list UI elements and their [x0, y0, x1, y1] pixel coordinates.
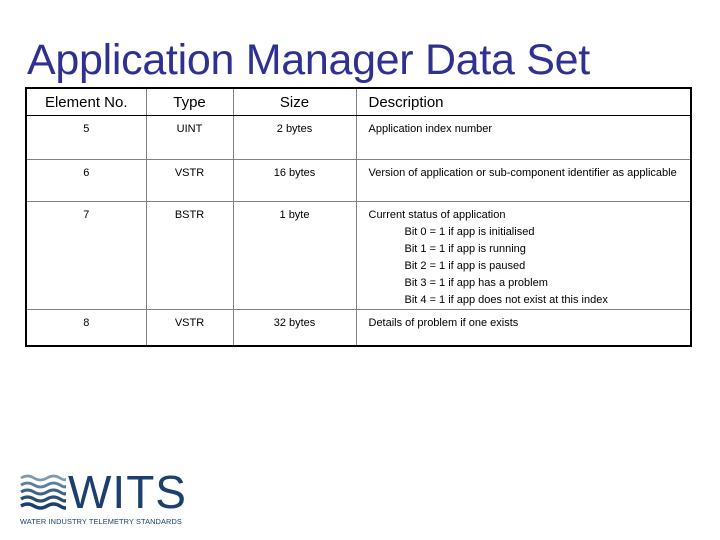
header-size: Size — [233, 88, 356, 115]
cell-type: VSTR — [146, 309, 233, 346]
status-bit-line: Bit 1 = 1 if app is running — [404, 242, 526, 255]
status-bit-line: Bit 3 = 1 if app has a problem — [404, 276, 548, 289]
cell-element-no: 5 — [26, 115, 146, 159]
table-row — [26, 159, 691, 201]
table-row — [26, 115, 691, 159]
logo-wordmark: WITS — [68, 466, 187, 518]
cell-description: Details of problem if one exists — [356, 309, 691, 346]
cell-type: UINT — [146, 115, 233, 159]
logo-tagline: WATER INDUSTRY TELEMETRY STANDARDS — [20, 517, 182, 526]
table-header-row — [26, 88, 691, 115]
table-row — [26, 201, 691, 309]
table-row — [26, 309, 691, 346]
cell-type: BSTR — [146, 201, 233, 309]
slide-title: Application Manager Data Set — [27, 36, 590, 84]
cell-element-no: 6 — [26, 159, 146, 201]
cell-element-no: 7 — [26, 201, 146, 309]
cell-size: 2 bytes — [233, 115, 356, 159]
header-description: Description — [356, 88, 691, 115]
status-bit-line: Bit 2 = 1 if app is paused — [404, 259, 526, 272]
cell-description: Version of application or sub-component identifier as applicable — [356, 159, 691, 201]
status-description: Current status of application — [368, 208, 506, 221]
cell-size: 16 bytes — [233, 159, 356, 201]
cell-description: Application index number — [356, 115, 691, 159]
wits-logo — [20, 468, 202, 528]
cell-type: VSTR — [146, 159, 233, 201]
data-set-table-container — [25, 87, 690, 347]
cell-description-status — [356, 201, 691, 309]
header-type: Type — [146, 88, 233, 115]
data-set-table — [25, 87, 692, 347]
cell-size: 32 bytes — [233, 309, 356, 346]
water-waves-icon — [20, 473, 66, 513]
status-bit-line: Bit 4 = 1 if app does not exist at this index — [404, 293, 608, 306]
header-element-no: Element No. — [26, 88, 146, 115]
cell-size: 1 byte — [233, 201, 356, 309]
status-bit-line: Bit 0 = 1 if app is initialised — [404, 225, 535, 238]
cell-element-no: 8 — [26, 309, 146, 346]
